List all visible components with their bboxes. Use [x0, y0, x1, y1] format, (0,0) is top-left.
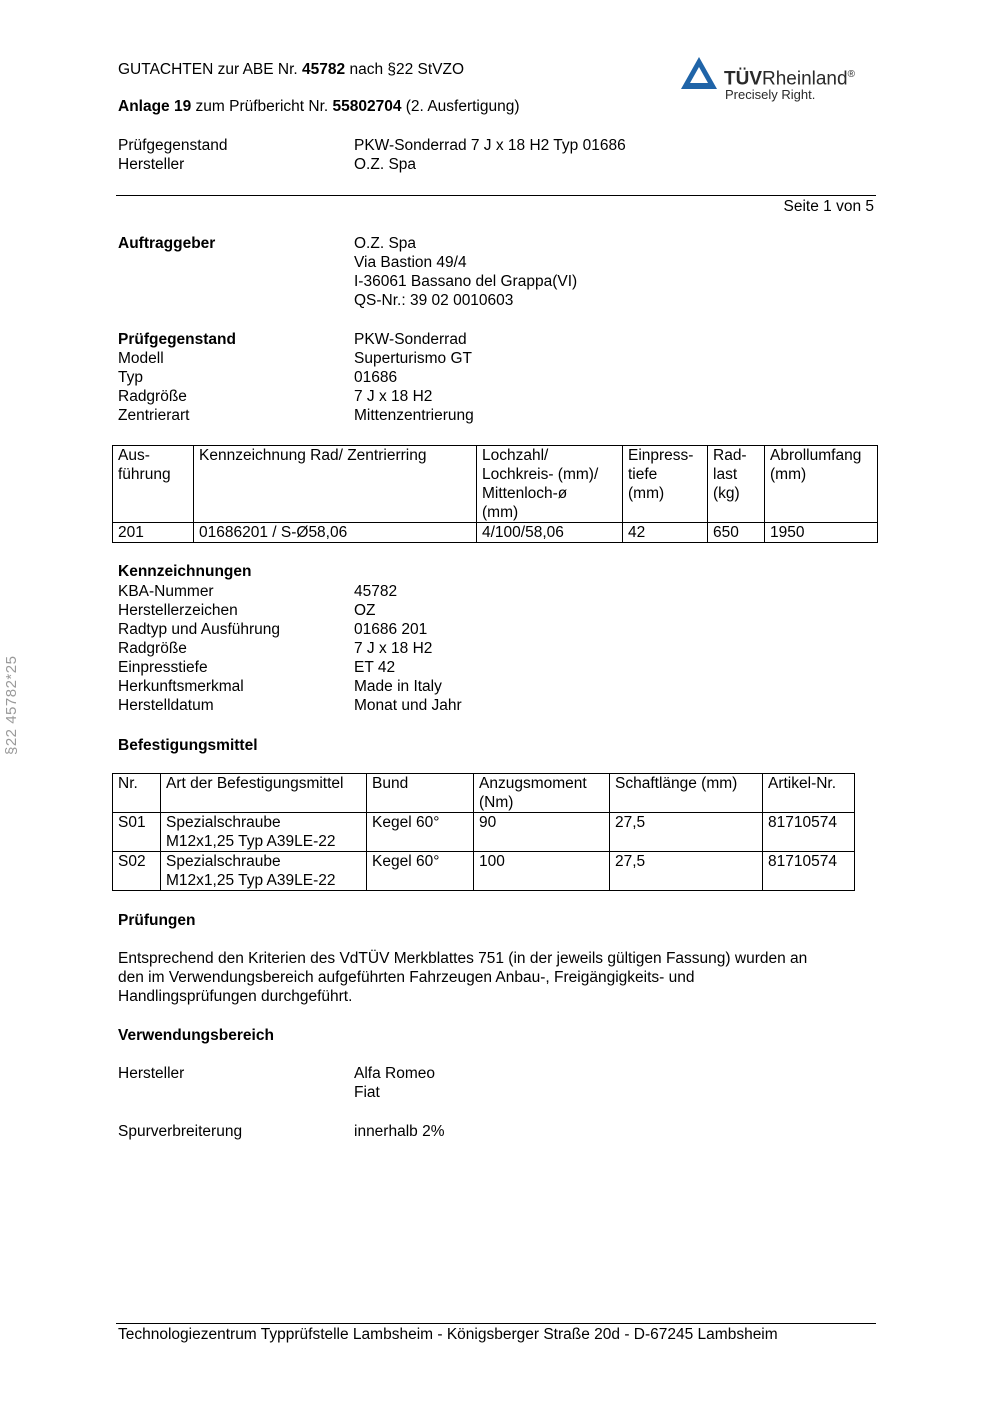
pg-value: Mittenzentrierung — [354, 407, 474, 424]
pg-label: Radgröße — [118, 388, 187, 405]
table-cell: 1950 — [765, 523, 878, 543]
address-line: O.Z. Spa — [354, 235, 417, 252]
kz-value: ET 42 — [354, 659, 396, 676]
table-header-cell: Art der Befestigungsmittel — [161, 774, 367, 813]
table-header-cell: Rad- last (kg) — [708, 446, 765, 523]
table-cell: 90 — [474, 813, 610, 852]
pg-value: Superturismo GT — [354, 350, 473, 367]
anlage-suffix: (2. Ausfertigung) — [401, 98, 520, 115]
header-hersteller-value: O.Z. Spa — [354, 156, 417, 173]
pg-value: 01686 — [354, 369, 398, 386]
auftraggeber-address — [354, 234, 577, 310]
table-cell: 01686201 / S-Ø58,06 — [194, 523, 477, 543]
kz-label: Radgröße — [118, 640, 187, 657]
address-line: I-36061 Bassano del Grappa(VI) — [354, 273, 578, 290]
side-mark: §22 45782*25 — [3, 655, 20, 755]
table-row — [113, 852, 855, 891]
verwendung-hersteller-values — [354, 1064, 435, 1102]
kz-value: OZ — [354, 602, 376, 619]
befestigung-heading: Befestigungsmittel — [118, 737, 258, 754]
kz-label: Einpresstiefe — [118, 659, 208, 676]
address-line: QS-Nr.: 39 02 0010603 — [354, 292, 514, 309]
paragraph-line: Handlingsprüfungen durchgeführt. — [118, 988, 353, 1005]
verwendung-hersteller-label: Hersteller — [118, 1065, 185, 1082]
spur-value: innerhalb 2% — [354, 1123, 445, 1140]
kennzeichnungen-values — [354, 582, 462, 715]
logo-brand-rest: Rheinland — [762, 68, 848, 90]
table-header-cell: Lochzahl/ Lochkreis- (mm)/ Mittenloch-ø (mm) — [477, 446, 623, 523]
title-text: GUTACHTEN zur ABE Nr. — [118, 61, 303, 78]
pg-value: PKW-Sonderrad — [354, 331, 467, 348]
kz-label: Herstellerzeichen — [118, 602, 238, 619]
table-header-cell: Abrollumfang (mm) — [765, 446, 878, 523]
pruefungen-paragraph — [118, 949, 878, 1006]
pruefgegenstand-values — [354, 330, 474, 425]
table-cell: 27,5 — [610, 852, 763, 891]
table-cell: 42 — [623, 523, 708, 543]
pg-label: Zentrierart — [118, 407, 190, 424]
page-number: Seite 1 von 5 — [783, 198, 874, 215]
auftraggeber-label: Auftraggeber — [118, 235, 216, 252]
report-number: 55802704 — [332, 98, 402, 115]
header-pg-label: Prüfgegenstand — [118, 137, 228, 154]
title-suffix: nach §22 StVZO — [345, 61, 465, 78]
tuv-triangle-icon — [680, 56, 718, 90]
logo-registered: ® — [847, 69, 855, 80]
kz-value: Made in Italy — [354, 678, 442, 695]
table-cell: 81710574 — [763, 852, 855, 891]
spur-label: Spurverbreiterung — [118, 1123, 243, 1140]
logo-tagline: Precisely Right. — [725, 87, 816, 102]
kz-label: Radtyp und Ausführung — [118, 621, 281, 638]
paragraph-line: den im Verwendungsbereich aufgeführten Fahrzeugen Anbau-, Freigängigkeits- und — [118, 969, 695, 986]
table-header-row — [113, 774, 855, 813]
table-header-cell: Schaftlänge (mm) — [610, 774, 763, 813]
kz-label: Herkunftsmerkmal — [118, 678, 244, 695]
anlage-line — [118, 97, 520, 116]
table-cell: 81710574 — [763, 813, 855, 852]
kz-value: 7 J x 18 H2 — [354, 640, 433, 657]
header-hersteller-label: Hersteller — [118, 156, 185, 173]
kz-label: KBA-Nummer — [118, 583, 214, 600]
footer-divider — [116, 1323, 876, 1324]
table-header-cell: Bund — [367, 774, 474, 813]
kz-label: Herstelldatum — [118, 697, 214, 714]
table-header-cell: Anzugsmoment (Nm) — [474, 774, 610, 813]
table-cell: Kegel 60° — [367, 813, 474, 852]
footer-address: Technologiezentrum Typprüfstelle Lambsheim - Königsberger Straße 20d - D-67245 Lambsheim — [118, 1326, 778, 1343]
table-cell: 100 — [474, 852, 610, 891]
pg-value: 7 J x 18 H2 — [354, 388, 433, 405]
table-cell: S02 — [113, 852, 161, 891]
verwendung-heading: Verwendungsbereich — [118, 1027, 274, 1044]
kz-value: 45782 — [354, 583, 398, 600]
table-row — [113, 813, 855, 852]
pruefgegenstand-labels — [118, 330, 236, 425]
address-line: Via Bastion 49/4 — [354, 254, 467, 271]
table-cell: Spezialschraube M12x1,25 Typ A39LE-22 — [161, 813, 367, 852]
table-header-cell: Artikel-Nr. — [763, 774, 855, 813]
pg-label: Modell — [118, 350, 164, 367]
pg-label: Typ — [118, 369, 143, 386]
paragraph-line: Entsprechend den Kriterien des VdTÜV Merkblattes 751 (in der jeweils gültigen Fassung) wurden an — [118, 950, 808, 967]
table-header-row — [113, 446, 878, 523]
table-cell: 201 — [113, 523, 194, 543]
anlage-text: zum Prüfbericht Nr. — [191, 98, 333, 115]
document-title — [118, 60, 464, 79]
kennzeichnungen-labels — [118, 582, 280, 715]
table-cell: Spezialschraube M12x1,25 Typ A39LE-22 — [161, 852, 367, 891]
table-cell: Kegel 60° — [367, 852, 474, 891]
wheel-table — [112, 445, 878, 543]
manufacturer-value: Fiat — [354, 1084, 380, 1101]
anlage-label: Anlage 19 — [118, 98, 192, 115]
table-header-cell: Kennzeichnung Rad/ Zentrierring — [194, 446, 477, 523]
kz-value: 01686 201 — [354, 621, 428, 638]
befestigung-table — [112, 773, 855, 891]
manufacturer-value: Alfa Romeo — [354, 1065, 435, 1082]
header-pg-value: PKW-Sonderrad 7 J x 18 H2 Typ 01686 — [354, 137, 626, 154]
table-cell: 650 — [708, 523, 765, 543]
kz-value: Monat und Jahr — [354, 697, 462, 714]
pruefungen-heading: Prüfungen — [118, 912, 196, 929]
table-cell: 4/100/58,06 — [477, 523, 623, 543]
header-divider — [116, 195, 876, 196]
table-cell: S01 — [113, 813, 161, 852]
table-header-cell: Einpress- tiefe (mm) — [623, 446, 708, 523]
table-row — [113, 523, 878, 543]
abe-number: 45782 — [302, 61, 346, 78]
table-header-cell: Nr. — [113, 774, 161, 813]
table-header-cell: Aus- führung — [113, 446, 194, 523]
pg-label: Prüfgegenstand — [118, 331, 236, 348]
kennzeichnungen-heading: Kennzeichnungen — [118, 563, 252, 580]
table-cell: 27,5 — [610, 813, 763, 852]
logo-brand-bold: TÜV — [724, 68, 762, 90]
